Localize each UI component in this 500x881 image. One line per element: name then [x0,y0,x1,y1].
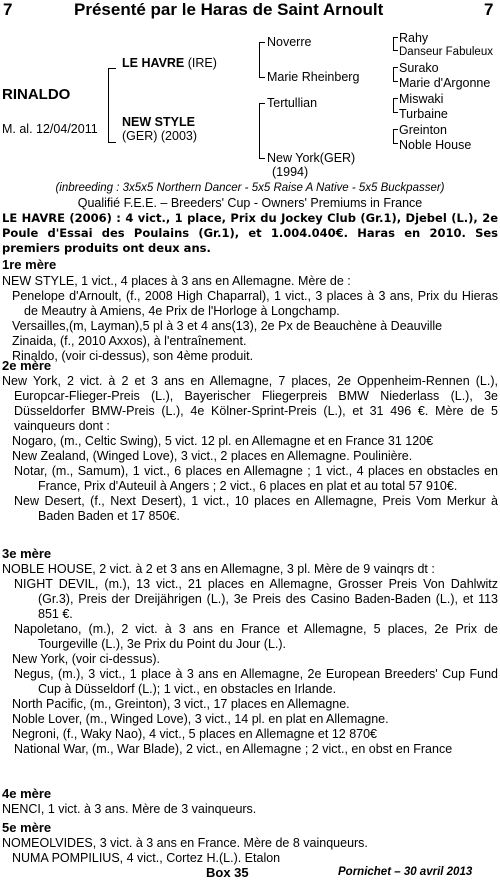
produce-entry: Zinaida, (f., 2010 Axxos), à l'entraînement. [12,334,247,348]
produce-entry: Nogaro, (m., Celtic Swing), 5 vict. 12 pl. en Allemagne et en France 31 120€ [12,434,434,448]
ancestor: Noble House [399,138,472,152]
box-number: Box 35 [206,865,249,880]
produce-entry: Penelope d'Arnoult, (f., 2008 High Chaparral), 1 vict., 3 places à 3 ans, Prix du Hieras de Meautry à Amiens, 4e Prix de l'Horloge à Longchamp. [12,289,498,318]
dam-summary: NEW STYLE, 1 vict., 4 places à 3 ans en Allemagne. Mère de : [2,274,351,288]
ancestor: Surako [399,61,439,75]
grand-sire: Noverre [267,35,312,49]
produce-entry: NIGHT DEVIL, (m.), 13 vict., 21 places en Allemagne, Grosser Preis Von Dahlwitz (Gr.3), Preis der Dreijährigen (L.), 3e Preis des Casino Baden-Baden (L.), et 113 851 €. [14,577,498,621]
inbreeding-note: (inbreeding : 3x5x5 Northern Dancer - 5x5 Raise A Native - 5x5 Buckpasser) [55,182,445,194]
section-second-dam-title: 2e mère [2,358,52,373]
section-fifth-dam [2,836,498,866]
ancestor: Marie d'Argonne [399,76,491,90]
section-first-dam-title: 1re mère [2,257,57,272]
produce-entry: Noble Lover, (m., Winged Love), 3 vict., 14 pl. en plat en Allemagne. [12,712,389,726]
section-fifth-dam-title: 5e mère [2,820,52,835]
produce-entry: Negus, (m.), 3 vict., 1 place à 3 ans en Allemagne, 2e European Breeders' Cup Fund Cup à Düsseldorf (L.); 1 vict., en obstacles en Irlande. [14,667,498,696]
section-fourth-dam [2,802,498,817]
section-third-dam [2,562,498,757]
section-third-dam-title: 3e mère [2,546,52,561]
qualification: Qualifié F.E.E. – Breeders' Cup - Owners' Premiums in France [77,196,423,210]
ancestor: Miswaki [399,92,444,106]
connector-gen1 [108,68,109,143]
grand-dam-maternal: New York(GER) [267,151,356,165]
ancestor: Greinton [399,123,447,137]
produce-entry: New York, (voir ci-dessus). [12,652,160,666]
produce-entry: Rinaldo, (voir ci-dessus), son 4ème produit. [12,349,254,363]
dam-summary: NOMEOLVIDES, 3 vict. à 3 ans en France. Mère de 8 vainqueurs. [2,836,368,850]
section-second-dam [2,374,498,524]
ancestor: Danseur Fabuleux [399,46,493,58]
dam-summary: NENCI, 1 vict. à 3 ans. Mère de 3 vainqueurs. [2,802,257,816]
produce-entry: Notar, (m., Samum), 1 vict., 6 places en Allemagne ; 1 vict., 4 places en obstacles en France, Prix d'Auteuil à Angers ; 2 vict., 6 places en plat et au total 57 910€. [14,464,498,493]
produce-entry: Versailles,(m, Layman),5 pl à 3 et 4 ans(13), 2e Px de Beauchène à Deauville [12,319,443,333]
grand-dam-paternal: Marie Rheinberg [267,70,360,84]
section-fourth-dam-title: 4e mère [2,786,52,801]
produce-entry: Napoletano, (m.), 2 vict. à 3 ans en France et Allemagne, 5 places, 2e Prix de Tourgeville (L.), 3e Prix du Point du Jour (L.). [14,622,498,651]
horse-name: RINALDO [2,86,71,103]
ancestor: Rahy [399,31,429,45]
sale-place-date: Pornichet – 30 avril 2013 [338,866,473,878]
grand-dam-year: (1994) [272,165,309,179]
dam-name: NEW STYLE [122,115,195,129]
produce-entry: NUMA POMPILIUS, 4 vict., Cortez H.(L.). Etalon [12,851,281,865]
produce-entry: Negroni, (f., Waky Nao), 4 vict., 5 places en Allemagne et 12 870€ [12,727,378,741]
horse-info: M. al. 12/04/2011 [2,122,98,136]
grand-sire-maternal: Tertullian [267,96,318,110]
produce-entry: National War, (m., War Blade), 2 vict., en Allemagne ; 2 vict., en obst en France [14,742,453,756]
ancestor: Turbaine [399,107,448,121]
header-right-number: 7 [484,0,494,19]
dam-summary: New York, 2 vict. à 2 et 3 ans en Allemagne, 7 places, 2e Oppenheim-Rennen (L.), Europcar-Flieger-Preis (L.), Bayerischer Fliegerpreis BMW Niederlass (L.), 3e Düsseldorfer BMW-Preis (L.), 4e Kölner-Sprint-Preis (L.), et 31 496 €. Mère de 5 vainqueurs dont : [2,374,498,433]
header-left-number: 7 [3,0,13,19]
sire [122,56,217,70]
sire-description: LE HAVRE (2006) : 4 vict., 1 place, Prix du Jockey Club (Gr.1), Djebel (L.), 2e Poule d'Essai des Poulains (Gr.1), et 1.004.040€. Haras en 2010. Ses premiers produits ont deux ans. [2,211,498,255]
produce-entry: New Zealand, (Winged Love), 3 vict., 2 places en Allemagne. Poulinière. [12,449,413,463]
dam-origin: (GER) (2003) [122,129,198,143]
produce-entry: North Pacific, (m., Greinton), 3 vict., 17 places en Allemagne. [12,697,350,711]
section-first-dam [2,274,498,364]
sire-name: LE HAVRE [122,56,185,70]
dam-summary: NOBLE HOUSE, 2 vict. à 2 et 3 ans en Allemagne, 3 pl. Mère de 9 vainqrs dt : [2,562,435,576]
page-title: Présenté par le Haras de Saint Arnoult [74,0,384,19]
produce-entry: New Desert, (f., Next Desert), 1 vict., 10 places en Allemagne, Preis Vom Merkur à Baden Baden et 17 850€. [14,494,498,523]
sire-origin: (IRE) [187,56,217,70]
